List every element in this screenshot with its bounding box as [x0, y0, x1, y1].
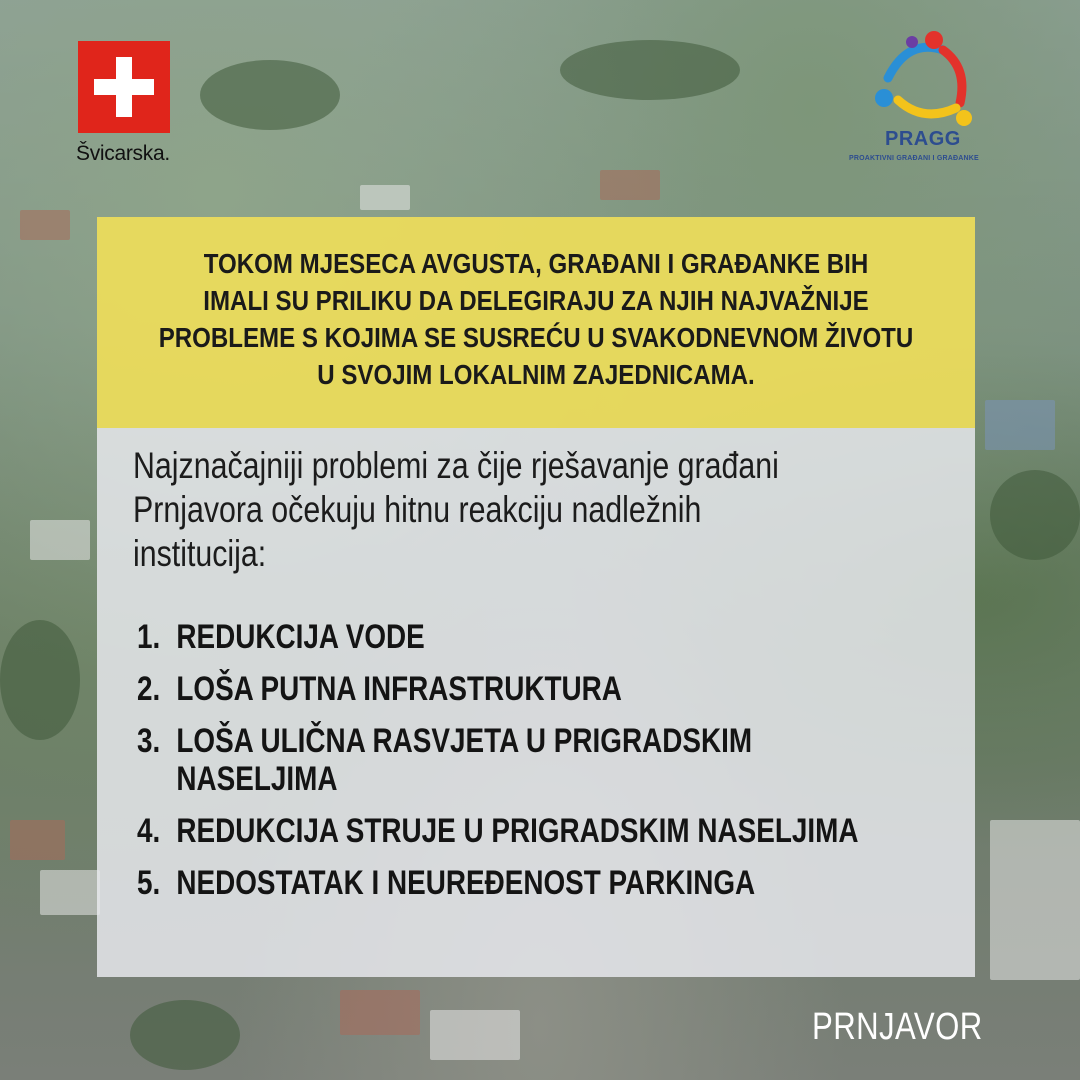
swiss-cross — [94, 79, 154, 95]
problem-item — [137, 670, 957, 708]
headline-box — [97, 217, 975, 428]
headline: TOKOM MJESECA AVGUSTA, GRAĐANI I GRAĐANKE BIH IMALI SU PRILIKU DA DELEGIRAJU ZA NJIH NAJVAŽNIJE PROBLEME S KOJIMA SE SUSREĆU U SVAKODNEVNOM ŽIVOTU U SVOJIM LOKALNIM ZAJEDNICAMA. — [158, 248, 914, 390]
background-tree — [0, 620, 80, 740]
problem-number: 4. — [137, 812, 161, 850]
background-house — [10, 820, 65, 860]
content-box — [97, 428, 975, 977]
problem-item — [137, 618, 957, 656]
problem-text: LOŠA ULIČNA RASVJETA U PRIGRADSKIM NASELJIMA — [176, 722, 753, 798]
pragg-tagline: PROAKTIVNI GRAĐANI I GRAĐANKE — [849, 155, 979, 162]
swiss-flag-logo — [78, 41, 170, 133]
background-house — [985, 400, 1055, 450]
problem-text: REDUKCIJA STRUJE U PRIGRADSKIM NASELJIMA — [176, 812, 859, 850]
problem-number: 1. — [137, 618, 161, 656]
background-house — [20, 210, 70, 240]
place-name: PRNJAVOR — [812, 1006, 983, 1048]
problem-number: 5. — [137, 864, 161, 902]
background-house — [430, 1010, 520, 1060]
background-house — [30, 520, 90, 560]
background-house — [360, 185, 410, 210]
background-tree — [990, 470, 1080, 560]
problem-text: NEDOSTATAK I NEUREĐENOST PARKINGA — [176, 864, 756, 902]
problem-item — [137, 812, 957, 850]
problem-item — [137, 864, 957, 902]
problem-list — [137, 618, 957, 916]
background-tree — [130, 1000, 240, 1070]
problem-number: 2. — [137, 670, 161, 708]
problem-text: LOŠA PUTNA INFRASTRUKTURA — [176, 670, 622, 708]
sponsor-label: Švicarska. — [76, 142, 170, 165]
problem-text: REDUKCIJA VODE — [176, 618, 425, 656]
background-tree — [200, 60, 340, 130]
background-tree — [560, 40, 740, 100]
background-house — [40, 870, 100, 915]
background-house — [340, 990, 420, 1035]
pragg-logo-icon — [868, 28, 983, 128]
intro-text: Najznačajniji problemi za čije rješavanje građani Prnjavora očekuju hitnu reakciju nadležnih institucija: — [133, 445, 779, 574]
background-house — [990, 820, 1080, 980]
problem-number: 3. — [137, 722, 161, 760]
problem-item — [137, 722, 957, 798]
background-house — [600, 170, 660, 200]
pragg-name: PRAGG — [885, 128, 961, 150]
